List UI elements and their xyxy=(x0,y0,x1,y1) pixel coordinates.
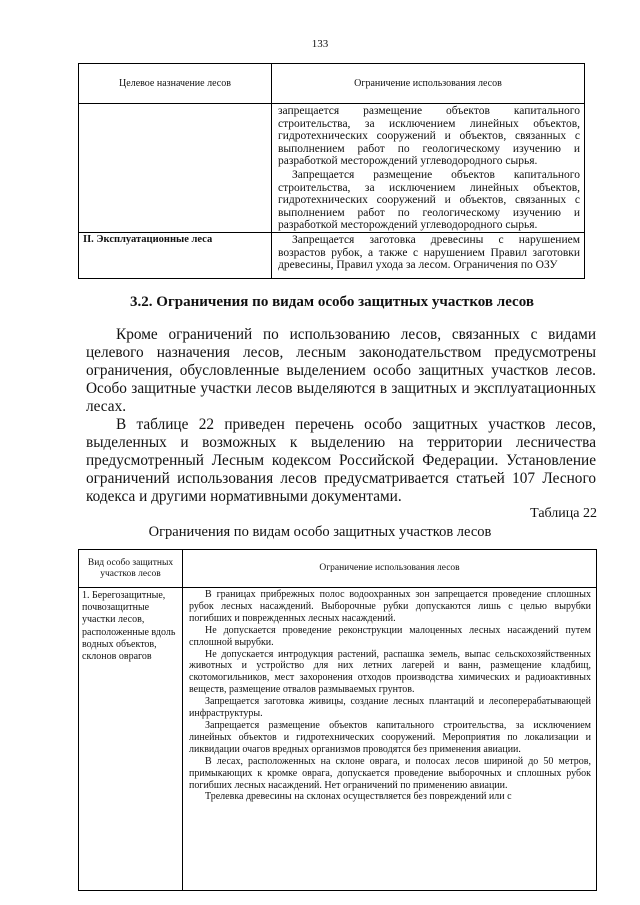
protected-areas-restrictions-table xyxy=(78,549,597,891)
table1-exploitation-cell xyxy=(272,232,585,278)
table1-continued-paragraph: Запрещается размещение объектов капитального строительства, за исключением линейных объектов, гидротехнических сооружений и объектов, связанных с выполнением работ по геологическому изучению и разработкой месторождений углеводородного сырья. xyxy=(278,168,580,232)
section-heading: 3.2. Ограничения по видам особо защитных участков лесов xyxy=(130,294,534,310)
table1-header-restriction: Ограничение использования лесов xyxy=(272,64,585,104)
table2-paragraph: Не допускается проведение реконструкции малоценных лесных насаждений путем сплошной вырубки. xyxy=(189,624,591,648)
table2-header-kind: Вид особо защитных участков лесов xyxy=(79,550,183,588)
table2-paragraph: В лесах, расположенных на склоне оврага, и полосах лесов шириной до 50 метров, примыкающих к кромке оврага, допускается проведение выборочных и сплошных рубок погибших лесных насаждений. Нет ограничений по применению авиации. xyxy=(189,755,591,791)
table1-continued-paragraph: запрещается размещение объектов капитального строительства, за исключением линейных объектов, гидротехнических сооружений и объектов, связанных с выполнением работ по геологическому изучению и разработкой месторождений углеводородного сырья. xyxy=(278,105,580,168)
table2-paragraph: Не допускается интродукция растений, распашка земель, выпас сельскохозяйственных животных и устройство для них летних лагерей и ванн, размещение кладбищ, скотомогильников, мест захоронения отходов производства химических и радиоактивных веществ, размещение отвалов размываемых грунтов. xyxy=(189,648,591,696)
table2-paragraph: Трелевка древесины на склонах осуществляется без повреждений или с xyxy=(205,791,512,803)
land-purpose-restrictions-table xyxy=(78,63,585,279)
table-label: Таблица 22 xyxy=(530,506,597,521)
table1-empty-cell xyxy=(79,104,272,233)
table2-category: 1. Берегозащитные, почвозащитные участки лесов, расположенные вдоль водных объектов, склонов оврагов xyxy=(79,588,183,891)
page-number: 133 xyxy=(311,38,329,50)
table1-header-purpose: Целевое назначение лесов xyxy=(79,64,272,104)
body-paragraph: Кроме ограничений по использованию лесов, связанных с видами целевого назначения лесов, лесным законодательством предусмотрены ограничения, обусловленные выделением особо защитных участков лесов. Особо защитные участки лесов выделяются в защитных и эксплуатационных лесах. xyxy=(86,326,596,415)
body-paragraph: В таблице 22 приведен перечень особо защитных участков лесов, выделенных и возможных к выделению на территории лесничества предусмотренный Лесным кодексом Российской Федерации. Установление ограничений использования лесов предусматривается статьей 107 Лесного кодекса и другими нормативными документами. xyxy=(86,416,596,505)
table2-header-restriction: Ограничение использования лесов xyxy=(183,550,597,588)
section-body xyxy=(86,326,596,506)
table2-restriction-cell xyxy=(183,588,597,891)
table1-exploitation-text: Запрещается заготовка древесины с нарушением возрастов рубок, а также с нарушением Правил заготовки древесины, Правил ухода за лесом. Ограничения по ОЗУ xyxy=(278,233,580,272)
table-caption: Ограничения по видам особо защитных участков лесов xyxy=(148,524,492,540)
table1-continued-cell xyxy=(272,104,585,233)
table2-paragraph: Запрещается заготовка живицы, создание лесных плантаций и лесоперерабатывающей инфраструктуры. xyxy=(189,696,591,720)
table1-category-exploitation: II. Эксплуатационные леса xyxy=(79,232,272,278)
table2-paragraph: В границах прибрежных полос водоохранных зон запрещается проведение сплошных рубок лесных насаждений. Выборочные рубки допускаются лишь с целью вырубки погибших и поврежденных лесных насаждений. xyxy=(189,589,591,624)
table2-paragraph: Запрещается размещение объектов капитального строительства, за исключением линейных объектов и гидротехнических сооружений. Мероприятия по локализации и ликвидации очагов вредных организмов проводятся без применения авиации. xyxy=(189,719,591,755)
